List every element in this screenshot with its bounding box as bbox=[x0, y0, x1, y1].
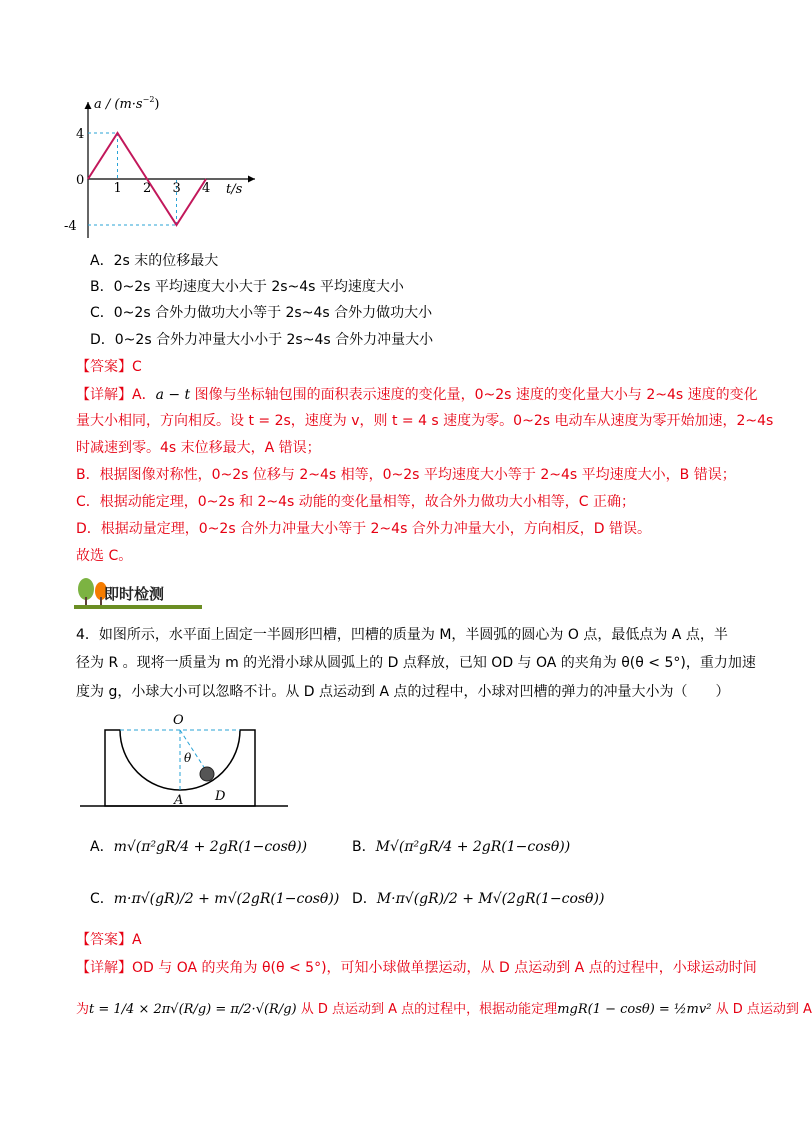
section-title: 即时检测 bbox=[104, 585, 165, 603]
x-tick-label: 4 bbox=[202, 181, 211, 196]
q3-detail-line-c: C．根据动能定理，0~2s 和 2~4s 动能的变化量相等，故合外力做功大小相等，C 正确； bbox=[76, 494, 636, 510]
x-axis-label: t/s bbox=[226, 182, 243, 197]
x-tick-label: 3 bbox=[172, 181, 181, 196]
q3-conclusion: 故选 C。 bbox=[76, 548, 133, 564]
q3-option-a: A．2s 末的位移最大 bbox=[90, 253, 219, 269]
y-tick-label: 4 bbox=[76, 127, 85, 142]
label-o: O bbox=[173, 713, 184, 728]
q3-option-b: B．0~2s 平均速度大小大于 2s~4s 平均速度大小 bbox=[90, 279, 404, 295]
y-tick-label: -4 bbox=[64, 219, 77, 234]
origin-label: 0 bbox=[76, 173, 85, 188]
q4-option-c: C．m·π√(gR)/2 + m√(2gR(1−cosθ)) bbox=[90, 891, 340, 907]
label-d: D bbox=[215, 789, 226, 804]
q4-detail-line2: 为t = 1/4 × 2π√(R/g) = π/2·√(R/g) 从 D 点运动到 A 点的过程中，根据动能定理mgR(1 − cosθ) = ½mv² 从 D 点运动到 A bbox=[76, 1002, 812, 1017]
q3-detail-line3: 时减速到零。4s 末位移最大，A 错误； bbox=[76, 440, 321, 456]
q4-line1: 4．如图所示，水平面上固定一半圆形凹槽，凹槽的质量为 M，半圆弧的圆心为 O 点，最低点为 A 点，半 bbox=[76, 627, 728, 643]
section-underline bbox=[74, 605, 202, 609]
q4-option-b: B．M√(π²gR/4 + 2gR(1−cosθ)) bbox=[352, 839, 571, 855]
q3-detail-line-b: B．根据图像对称性，0~2s 位移与 2~4s 相等，0~2s 平均速度大小等于 2~4s 平均速度大小，B 错误； bbox=[76, 467, 736, 483]
q3-option-c: C．0~2s 合外力做功大小等于 2s~4s 合外力做功大小 bbox=[90, 305, 433, 321]
q3-option-d: D．0~2s 合外力冲量大小小于 2s~4s 合外力冲量大小 bbox=[90, 332, 434, 348]
q3-answer: 【答案】C bbox=[76, 359, 142, 375]
label-a: A bbox=[174, 793, 184, 808]
q4-detail-line1: 【详解】OD 与 OA 的夹角为 θ(θ < 5°)，可知小球做单摆运动，从 D 点运动到 A 点的过程中，小球运动时间 bbox=[76, 960, 757, 976]
q3-detail-line1: 【详解】A．a − t 图像与坐标轴包围的面积表示速度的变化量，0~2s 速度的变化量大小与 2~4s 速度的变化 bbox=[76, 387, 758, 403]
q4-line2: 径为 R 。现将一质量为 m 的光滑小球从圆弧上的 D 点释放，已知 OD 与 OA 的夹角为 θ(θ < 5°)，重力加速 bbox=[76, 655, 756, 671]
x-tick-label: 2 bbox=[143, 181, 152, 196]
y-axis-label: $a / (m\cdot s^{-2})$ bbox=[94, 95, 160, 112]
ball bbox=[200, 767, 214, 781]
q3-detail-line2: 量大小相同，方向相反。设 t = 2s，速度为 v，则 t = 4 s 速度为零。0~2s 电动车从速度为零开始加速，2~4s bbox=[76, 413, 774, 429]
section-header bbox=[74, 577, 202, 609]
q3-detail-line-d: D．根据动量定理，0~2s 合外力冲量大小等于 2~4s 合外力冲量大小，方向相反，D 错误。 bbox=[76, 521, 652, 537]
label-theta: θ bbox=[184, 751, 192, 765]
q4-option-d: D．M·π√(gR)/2 + M√(2gR(1−cosθ)) bbox=[352, 891, 605, 907]
q4-answer: 【答案】A bbox=[76, 932, 142, 948]
q4-line3: 度为 g，小球大小可以忽略不计。从 D 点运动到 A 点的过程中，小球对凹槽的弹力的冲量大小为（ ） bbox=[76, 684, 730, 700]
acceleration-time-graph bbox=[60, 90, 290, 250]
q4-option-a: A．m√(π²gR/4 + 2gR(1−cosθ)) bbox=[90, 839, 308, 855]
semicircle-groove-figure bbox=[80, 710, 295, 810]
x-tick-label: 1 bbox=[113, 181, 122, 196]
